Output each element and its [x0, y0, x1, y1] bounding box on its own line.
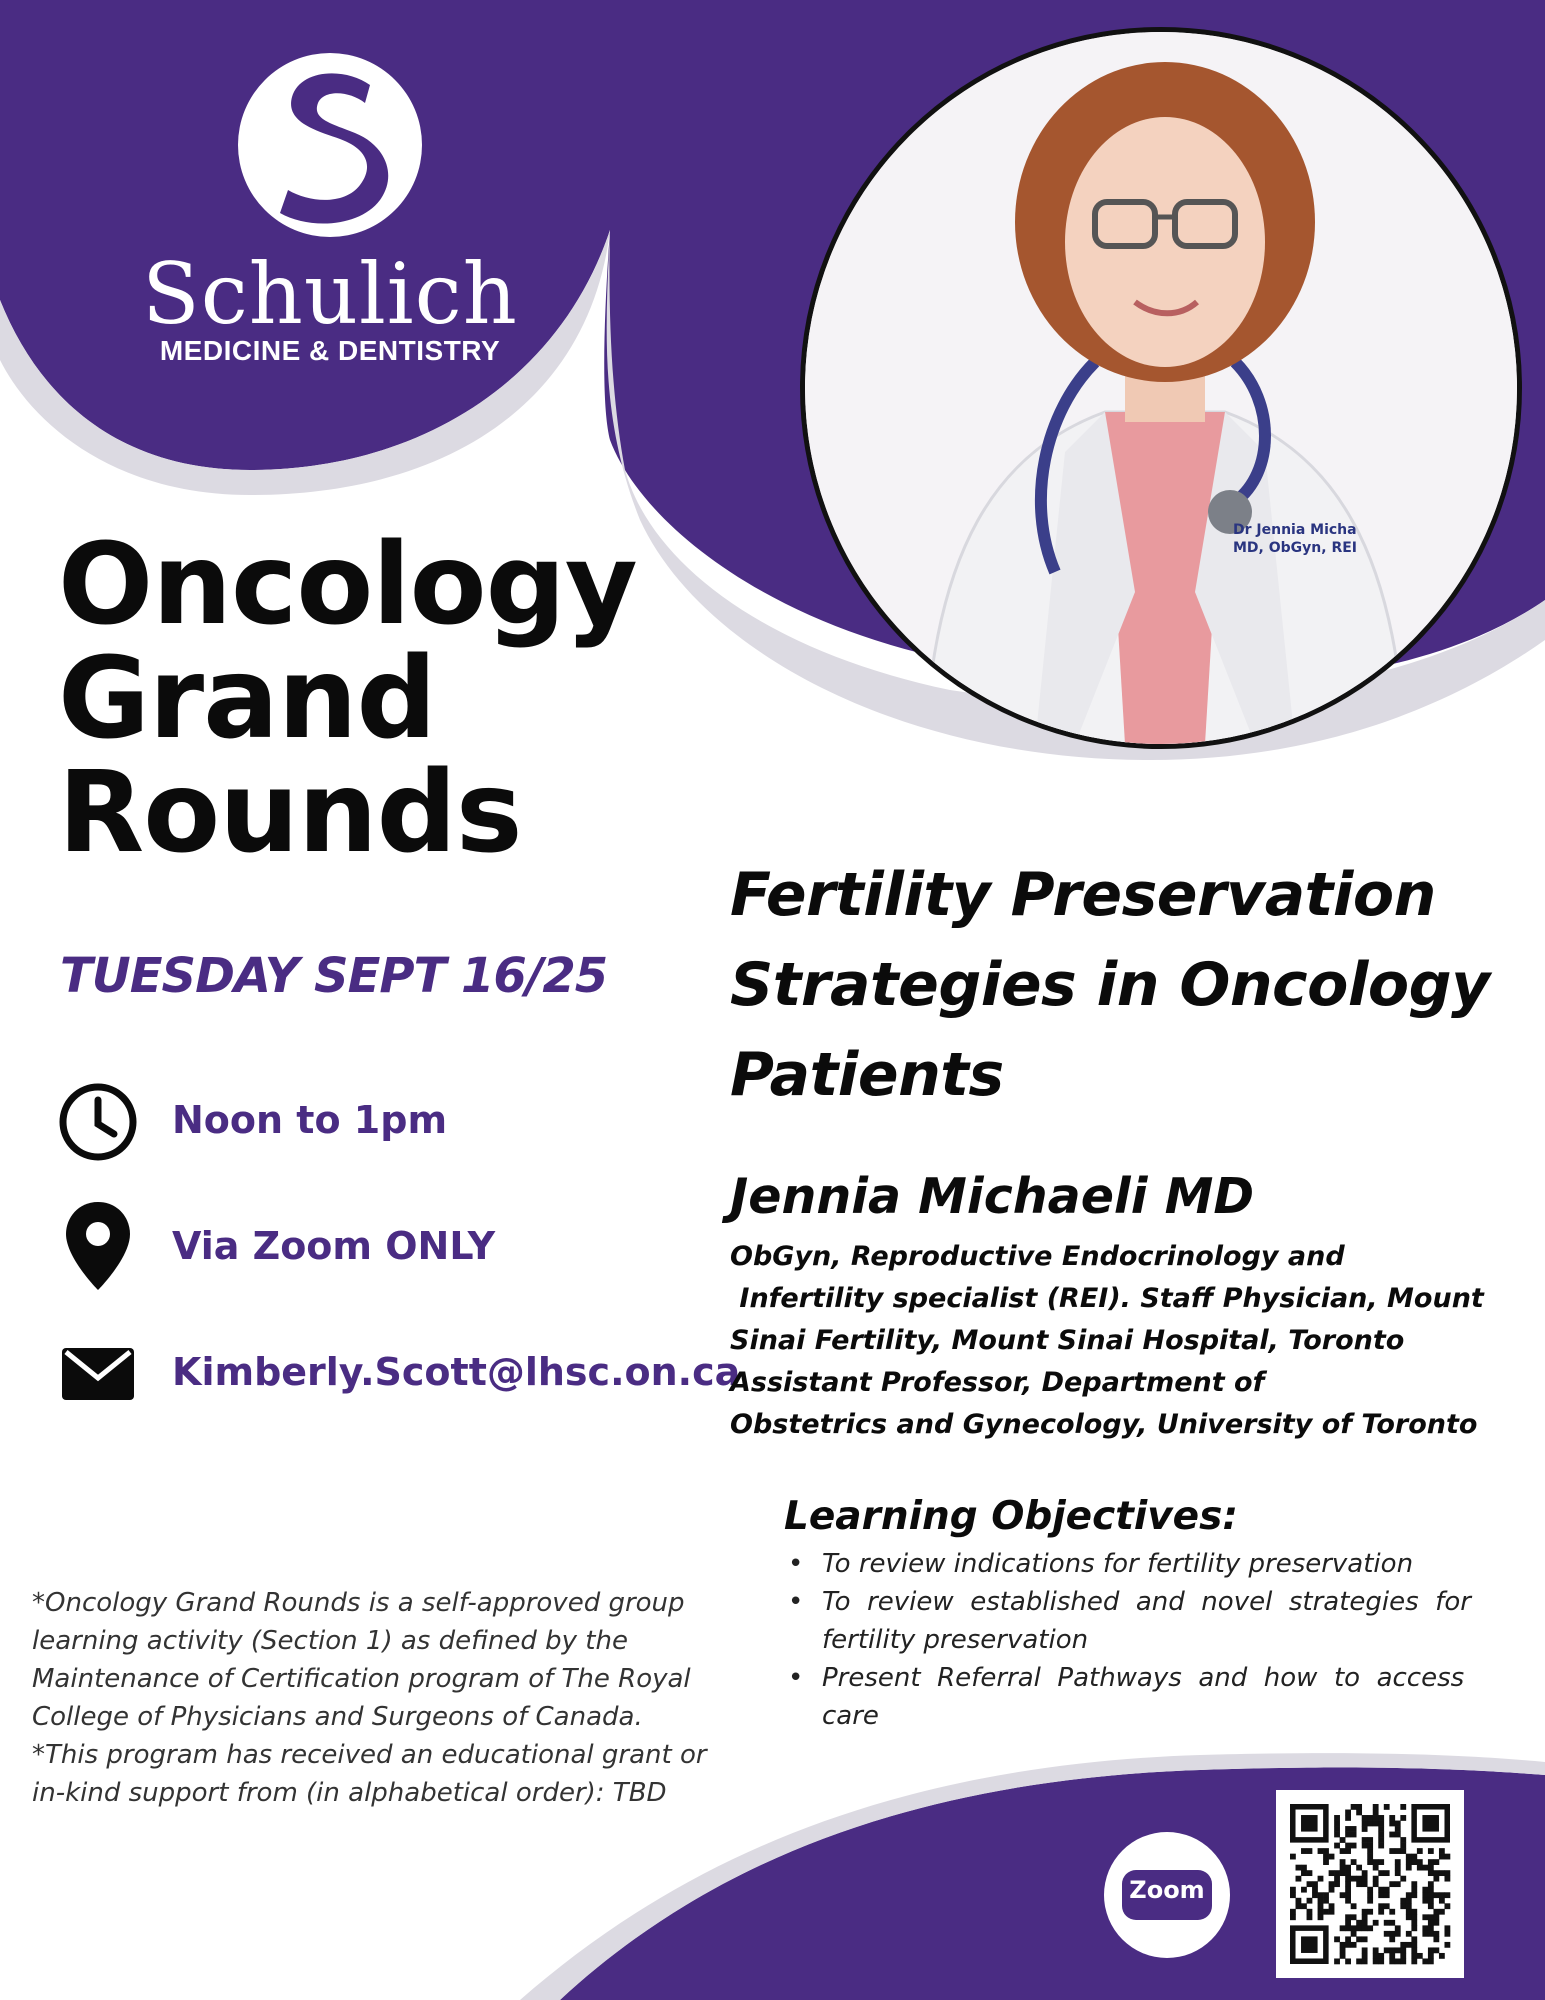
logo-subtitle: MEDICINE & DENTISTRY: [159, 335, 501, 366]
list-item: [784, 1583, 1471, 1659]
zoom-label: Zoom: [1129, 1876, 1205, 1904]
clock-icon: [58, 1082, 138, 1162]
talk-title: [730, 850, 1530, 1120]
coat-name-text: Dr Jennia Micha: [1233, 522, 1357, 538]
speaker-bio-line: Infertility specialist (REI). Staff Physician, Mount: [730, 1283, 1484, 1314]
logo-name: Schulich: [142, 245, 518, 343]
event-title-line: Grand: [58, 634, 436, 764]
disclaimer-line: in-kind support from (in alphabetical order): TBD: [32, 1778, 667, 1808]
coat-credentials-text: MD, ObGyn, REI: [1233, 540, 1357, 556]
speaker-bio: [730, 1236, 1530, 1446]
accreditation-disclaimer: [32, 1584, 752, 1812]
event-date: TUESDAY SEPT 16/25: [60, 948, 608, 1004]
talk-title-line: Patients: [730, 1040, 1004, 1110]
disclaimer-line: *This program has received an educational grant or: [32, 1740, 707, 1770]
speaker-bio-line: Assistant Professor, Department of: [730, 1367, 1265, 1398]
envelope-icon: [58, 1334, 138, 1414]
speaker-bio-line: Obstetrics and Gynecology, University of Toronto: [730, 1409, 1478, 1440]
contact-row: [58, 1334, 741, 1414]
speaker-name: Jennia Michaeli MD: [730, 1168, 1255, 1225]
map-pin-icon: [58, 1198, 138, 1294]
speaker-bio-line: Sinai Fertility, Mount Sinai Hospital, Toronto: [730, 1325, 1405, 1356]
bullet-icon: •: [788, 1587, 804, 1617]
objective-line: To review established and novel strategies for: [822, 1587, 1471, 1617]
schulich-s-emblem-icon: [230, 45, 430, 245]
speaker-photo: [800, 27, 1522, 749]
zoom-badge[interactable]: [1104, 1832, 1230, 1958]
talk-title-line: Strategies in Oncology: [730, 950, 1490, 1020]
bullet-icon: •: [788, 1549, 804, 1579]
speaker-bio-line: ObGyn, Reproductive Endocrinology and: [730, 1241, 1345, 1272]
learning-objectives-list: [784, 1545, 1471, 1735]
location-text: Via Zoom ONLY: [172, 1224, 496, 1268]
event-title-line: Oncology: [58, 520, 637, 650]
learning-objectives-heading: Learning Objectives:: [784, 1494, 1238, 1539]
objective-line: Present Referral Pathways and how to access: [822, 1663, 1465, 1693]
disclaimer-line: learning activity (Section 1) as defined by the: [32, 1626, 628, 1656]
event-title-line: Rounds: [58, 748, 522, 878]
talk-title-line: Fertility Preservation: [730, 860, 1436, 930]
qr-code-card[interactable]: [1276, 1790, 1464, 1978]
event-title: [58, 520, 637, 878]
disclaimer-line: College of Physicians and Surgeons of Canada.: [32, 1702, 643, 1732]
speaker-portrait-illustration: [805, 32, 1517, 744]
qr-code-icon: [1276, 1790, 1464, 1978]
time-row: [58, 1082, 698, 1162]
disclaimer-line: *Oncology Grand Rounds is a self-approved group: [32, 1588, 685, 1618]
objective-line: fertility preservation: [822, 1625, 1089, 1655]
objective-line: To review indications for fertility preservation: [822, 1549, 1414, 1579]
location-row: [58, 1198, 698, 1294]
schulich-logo: [140, 45, 520, 375]
bullet-icon: •: [788, 1663, 804, 1693]
time-text: Noon to 1pm: [172, 1098, 448, 1142]
disclaimer-line: Maintenance of Certification program of The Royal: [32, 1664, 691, 1694]
contact-email-link[interactable]: Kimberly.Scott@lhsc.on.ca: [172, 1350, 741, 1394]
objective-line: care: [822, 1701, 879, 1731]
list-item: [784, 1545, 1464, 1583]
list-item: [784, 1659, 1464, 1735]
